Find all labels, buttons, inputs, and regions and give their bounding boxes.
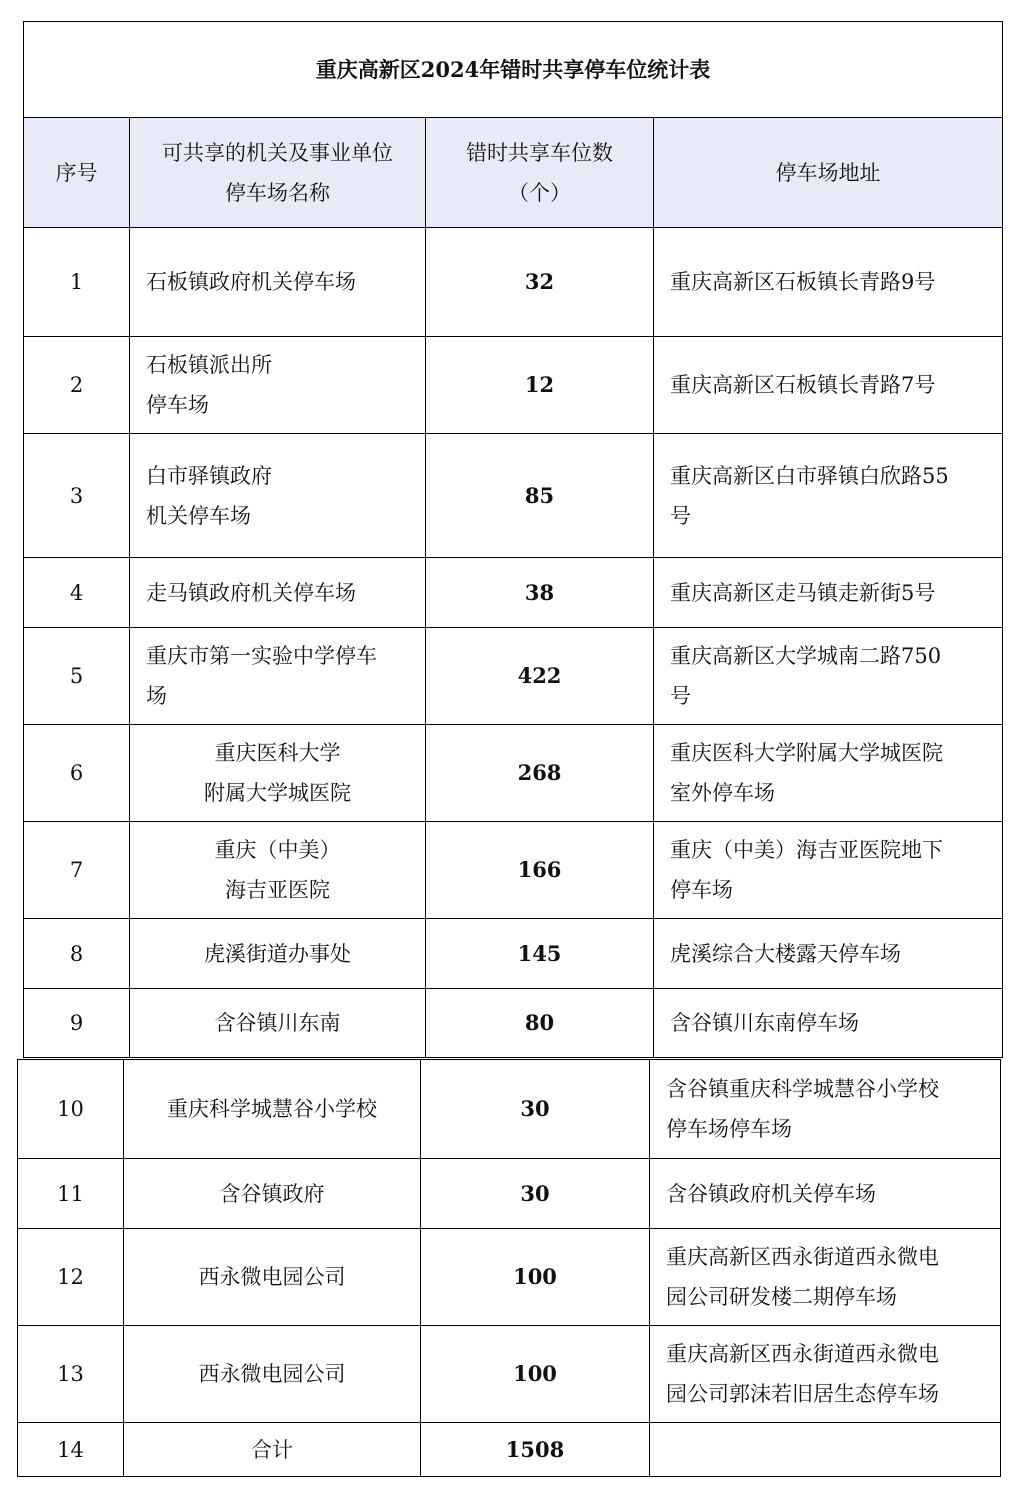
row-address: 重庆高新区白市驿镇白欣路55 号 [654,434,1003,558]
row-spaces: 30 [421,1159,650,1229]
row-name: 重庆医科大学 附属大学城医院 [130,725,426,822]
row-index: 14 [18,1423,124,1477]
table-row [18,1060,1001,1159]
table-row [24,822,1003,919]
total-spaces: 1508 [421,1423,650,1477]
row-index: 4 [24,558,130,628]
row-address: 重庆高新区石板镇长青路9号 [654,228,1003,337]
header-address: 停车场地址 [654,118,1003,228]
row-spaces: 30 [421,1060,650,1159]
header-index: 序号 [24,118,130,228]
row-name: 虎溪街道办事处 [130,919,426,989]
row-name: 含谷镇政府 [124,1159,421,1229]
row-name: 白市驿镇政府 机关停车场 [130,434,426,558]
row-index: 6 [24,725,130,822]
table-title: 重庆高新区2024年错时共享停车位统计表 [24,22,1003,118]
row-address: 重庆高新区西永街道西永微电 园公司郭沫若旧居生态停车场 [650,1326,1001,1423]
table-row-total [18,1423,1001,1477]
row-spaces: 100 [421,1229,650,1326]
row-index: 2 [24,337,130,434]
row-index: 13 [18,1326,124,1423]
row-name: 含谷镇川东南 [130,989,426,1058]
row-address: 重庆医科大学附属大学城医院 室外停车场 [654,725,1003,822]
row-spaces: 80 [426,989,654,1058]
row-name: 西永微电园公司 [124,1229,421,1326]
table-row [24,228,1003,337]
row-spaces: 12 [426,337,654,434]
row-index: 9 [24,989,130,1058]
table-row [24,628,1003,725]
row-spaces: 268 [426,725,654,822]
row-address: 重庆高新区石板镇长青路7号 [654,337,1003,434]
row-name: 重庆科学城慧谷小学校 [124,1060,421,1159]
row-index: 8 [24,919,130,989]
table-row [24,337,1003,434]
row-spaces: 166 [426,822,654,919]
row-spaces: 32 [426,228,654,337]
header-spaces: 错时共享车位数 （个） [426,118,654,228]
table-row [18,1159,1001,1229]
row-name: 西永微电园公司 [124,1326,421,1423]
row-spaces: 422 [426,628,654,725]
header-name: 可共享的机关及事业单位 停车场名称 [130,118,426,228]
row-name: 石板镇政府机关停车场 [130,228,426,337]
row-address: 重庆高新区走马镇走新街5号 [654,558,1003,628]
row-name: 走马镇政府机关停车场 [130,558,426,628]
table-row [24,725,1003,822]
row-spaces: 100 [421,1326,650,1423]
row-name: 石板镇派出所 停车场 [130,337,426,434]
row-index: 7 [24,822,130,919]
parking-table-part-2 [17,1059,1001,1477]
row-name: 重庆（中美） 海吉亚医院 [130,822,426,919]
row-index: 3 [24,434,130,558]
row-name: 重庆市第一实验中学停车 场 [130,628,426,725]
total-label: 合计 [124,1423,421,1477]
row-index: 12 [18,1229,124,1326]
row-address: 虎溪综合大楼露天停车场 [654,919,1003,989]
table-row [24,919,1003,989]
row-address: 含谷镇川东南停车场 [654,989,1003,1058]
table-row [24,989,1003,1058]
table-row [24,558,1003,628]
row-index: 10 [18,1060,124,1159]
table-row [24,434,1003,558]
table-row [18,1326,1001,1423]
table-row [18,1229,1001,1326]
row-spaces: 85 [426,434,654,558]
row-spaces: 145 [426,919,654,989]
row-address: 含谷镇重庆科学城慧谷小学校 停车场停车场 [650,1060,1001,1159]
row-address: 重庆高新区西永街道西永微电 园公司研发楼二期停车场 [650,1229,1001,1326]
row-address [650,1423,1001,1477]
row-spaces: 38 [426,558,654,628]
row-address: 重庆高新区大学城南二路750 号 [654,628,1003,725]
row-index: 11 [18,1159,124,1229]
row-index: 1 [24,228,130,337]
row-address: 含谷镇政府机关停车场 [650,1159,1001,1229]
row-index: 5 [24,628,130,725]
parking-table-part-1 [23,21,1003,1058]
row-address: 重庆（中美）海吉亚医院地下 停车场 [654,822,1003,919]
